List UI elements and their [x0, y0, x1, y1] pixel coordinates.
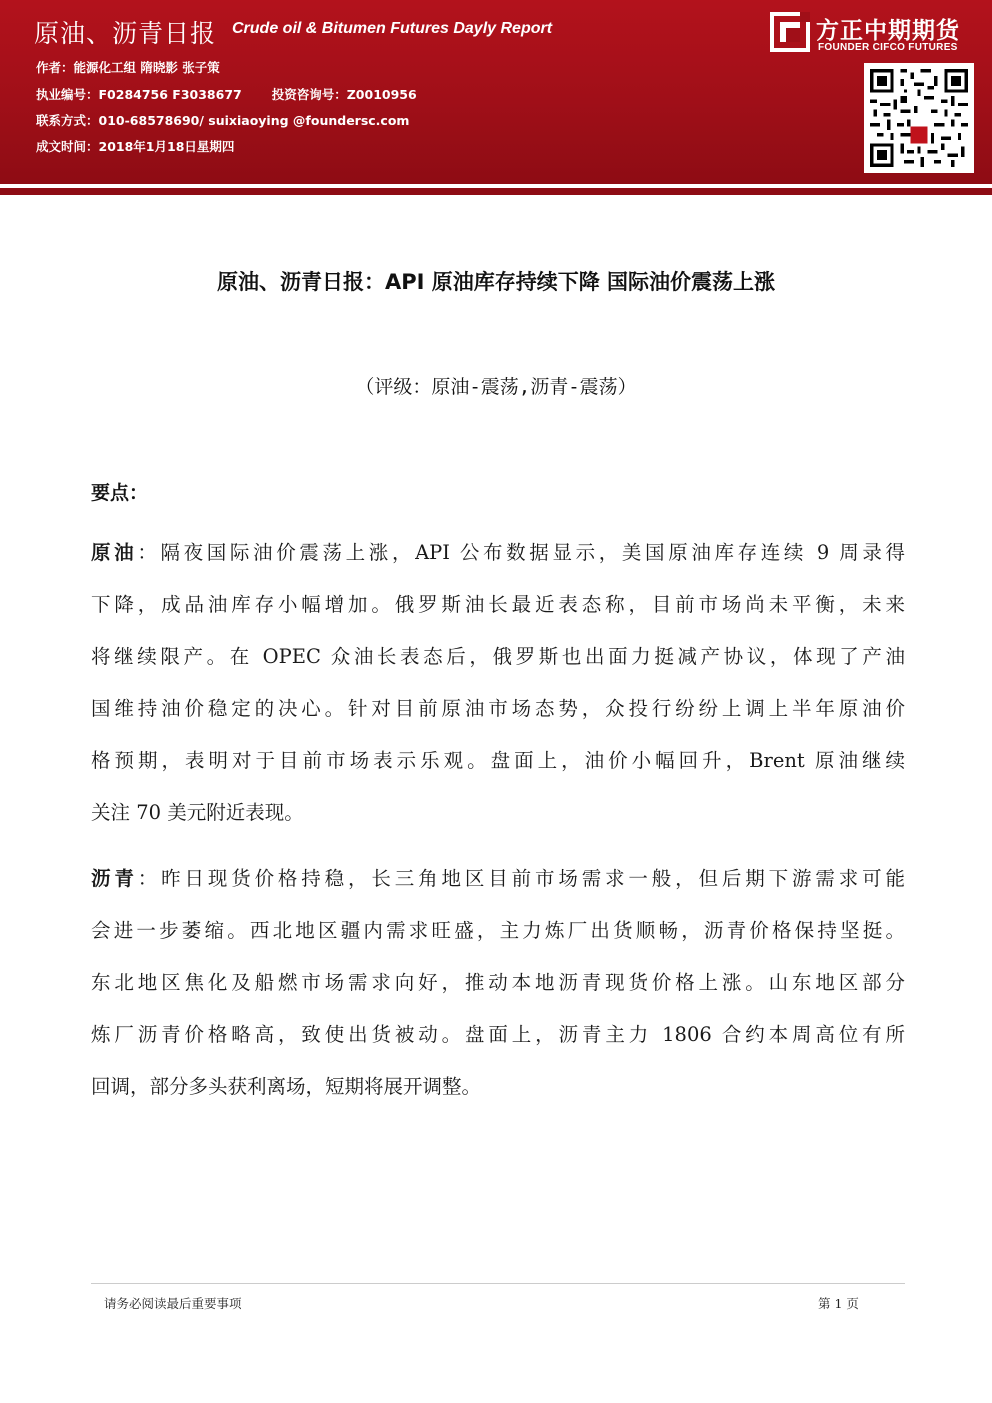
qr-code-icon	[870, 69, 968, 167]
advisory-number: Z0010956	[346, 87, 417, 102]
company-logo-icon	[770, 12, 810, 52]
crude-oil-paragraph	[91, 538, 905, 850]
header-divider	[0, 188, 992, 195]
report-title-cn: 原油、沥青日报	[34, 19, 217, 48]
company-name-en: FOUNDER CIFCO FUTURES	[818, 42, 958, 53]
company-name-cn: 方正中期期货	[816, 18, 960, 44]
paragraph-line: 关注 70 美元附近表现。	[91, 801, 304, 824]
crude-oil-tag: 原油	[91, 541, 138, 564]
date-value: 2018年1月18日星期四	[98, 139, 235, 154]
asphalt-paragraph	[91, 864, 905, 1124]
document-title: 原油、沥青日报：API 原油库存持续下降 国际油价震荡上涨	[216, 270, 776, 294]
license-label: 执业编号：	[36, 87, 99, 102]
report-header	[0, 0, 992, 184]
footer-disclaimer-note: 请务必阅读最后重要事项	[104, 1296, 242, 1311]
qr-code	[864, 63, 974, 173]
paragraph-line: 会进一步萎缩。西北地区疆内需求旺盛，主力炼厂出货顺畅，沥青价格保持坚挺。	[91, 919, 905, 942]
paragraph-line: 东北地区焦化及船燃市场需求向好，推动本地沥青现货价格上涨。山东地区部分	[91, 971, 905, 994]
paragraph-line: 回调，部分多头获利离场，短期将展开调整。	[91, 1075, 482, 1098]
rating: （评级：原油-震荡,沥青-震荡）	[355, 376, 637, 398]
contact-value: 010-68578690/ suixiaoying @foundersc.com	[98, 113, 410, 128]
paragraph-line: 国维持油价稳定的决心。针对目前原油市场态势，众投行纷纷上调上半年原油价	[91, 697, 905, 720]
contact-label: 联系方式：	[36, 113, 99, 128]
paragraph-line: 下降，成品油库存小幅增加。俄罗斯油长最近表态称，目前市场尚未平衡，未来	[91, 593, 905, 616]
company-logo	[770, 12, 970, 58]
paragraph-line: 沥青：昨日现货价格持稳，长三角地区目前市场需求一般，但后期下游需求可能	[91, 867, 905, 890]
page-number: 第 1 页	[818, 1296, 859, 1311]
key-points-heading: 要点：	[91, 482, 149, 504]
contact-line	[36, 111, 409, 129]
asphalt-tag: 沥青	[91, 867, 138, 890]
author-label: 作者：	[36, 60, 74, 75]
paragraph-line: 炼厂沥青价格略高，致使出货被动。盘面上，沥青主力 1806 合约本周高位有所	[91, 1023, 905, 1046]
date-label: 成文时间：	[36, 139, 99, 154]
advisory-label: 投资咨询号：	[271, 87, 347, 102]
authors: 能源化工组 隋晓影 张子策	[73, 60, 220, 75]
report-title-en: Crude oil & Bitumen Futures Dayly Report	[232, 20, 553, 37]
date-line	[36, 137, 234, 155]
footer-divider	[91, 1283, 905, 1284]
paragraph-line: 将继续限产。在 OPEC 众油长表态后，俄罗斯也出面力挺减产协议，体现了产油	[91, 645, 905, 668]
paragraph-line: 格预期，表明对于目前市场表示乐观。盘面上，油价小幅回升，Brent 原油继续	[91, 749, 905, 772]
paragraph-line: 原油：隔夜国际油价震荡上涨，API 公布数据显示，美国原油库存连续 9 周录得	[91, 541, 905, 564]
author-line	[36, 58, 220, 76]
license-line	[36, 85, 417, 103]
license-numbers: F0284756 F3038677	[98, 87, 242, 102]
